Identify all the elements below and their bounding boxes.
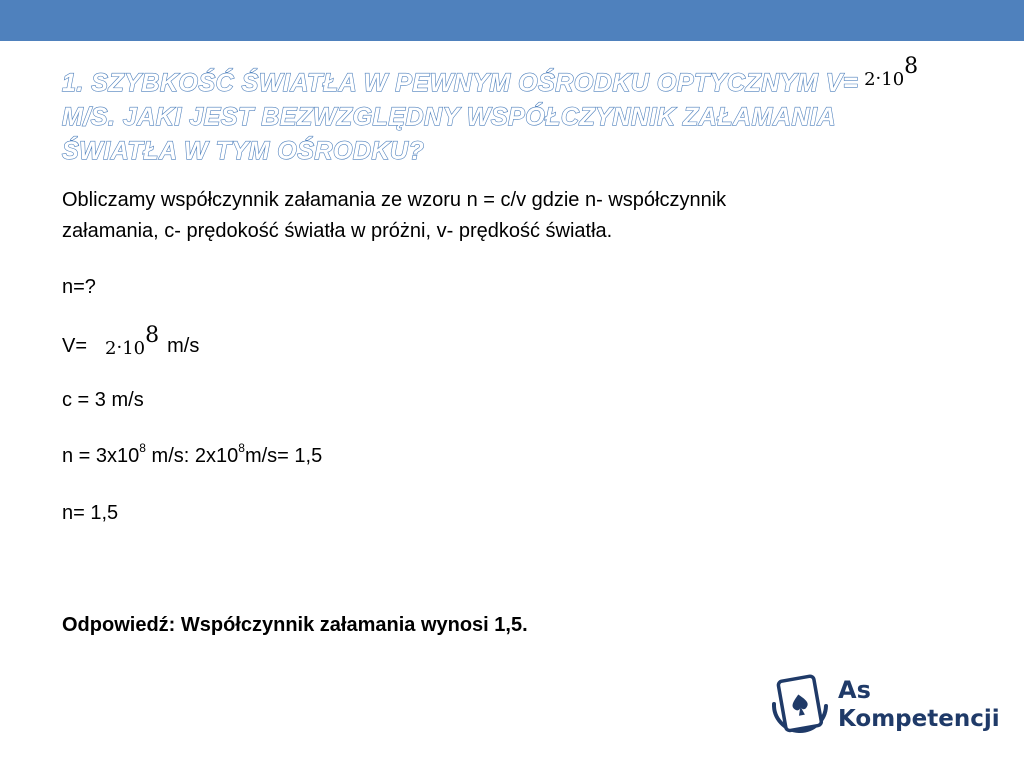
title-line-3: ŚWIATŁA W TYM OŚRODKU?: [62, 137, 425, 165]
title-line-2: M/S. JAKI JEST BEZWZGLĘDNY WSPÓŁCZYNNIK ZAŁAMANIA: [62, 103, 837, 131]
calc-exponent-2: 8: [238, 441, 245, 456]
formula-mantissa: 2: [864, 69, 876, 90]
formula-dot: ·: [116, 337, 123, 358]
velocity-unit: m/s: [167, 335, 200, 357]
unknown-line: n=?: [62, 276, 96, 298]
result-line: n= 1,5: [62, 502, 119, 524]
slide-title: [62, 54, 1012, 168]
formula-exponent: 8: [904, 54, 919, 79]
logo-text-line-1: As: [838, 676, 871, 704]
calc-part-2: m/s: 2x10: [145, 445, 239, 467]
title-line-1-text: 1. SZYBKOŚĆ ŚWIATŁA W PEWNYM OŚRODKU OPTYCZNYM V=: [62, 69, 859, 97]
formula-base: 10: [881, 69, 905, 90]
logo-text-line-2: Kompetencji: [838, 706, 1000, 732]
title-formula: [864, 54, 919, 97]
title-line-1: [62, 54, 1012, 100]
velocity-line: [62, 323, 962, 362]
formula-exponent: 8: [145, 323, 160, 348]
velocity-formula: [105, 323, 160, 364]
formula-dot: ·: [875, 68, 882, 89]
intro-paragraph: [62, 185, 962, 247]
calculation-line: [62, 441, 962, 472]
answer-line: Odpowiedź: Współczynnik załamania wynosi 1,5.: [62, 614, 528, 636]
calc-part-1: n = 3x10: [62, 445, 140, 467]
formula-mantissa: 2: [105, 338, 117, 359]
calc-exponent-1: 8: [139, 441, 146, 456]
velocity-label: V=: [62, 335, 88, 357]
light-speed-line: c = 3 m/s: [62, 389, 144, 411]
formula-base: 10: [122, 338, 146, 359]
intro-line-2: załamania, c- prędokość światła w próżni, v- prędkość światła.: [62, 220, 613, 242]
header-bar: [0, 0, 1024, 41]
calc-part-3: m/s= 1,5: [244, 445, 323, 467]
intro-line-1: Obliczamy współczynnik załamania ze wzoru n = c/v gdzie n- współczynnik: [62, 189, 727, 211]
